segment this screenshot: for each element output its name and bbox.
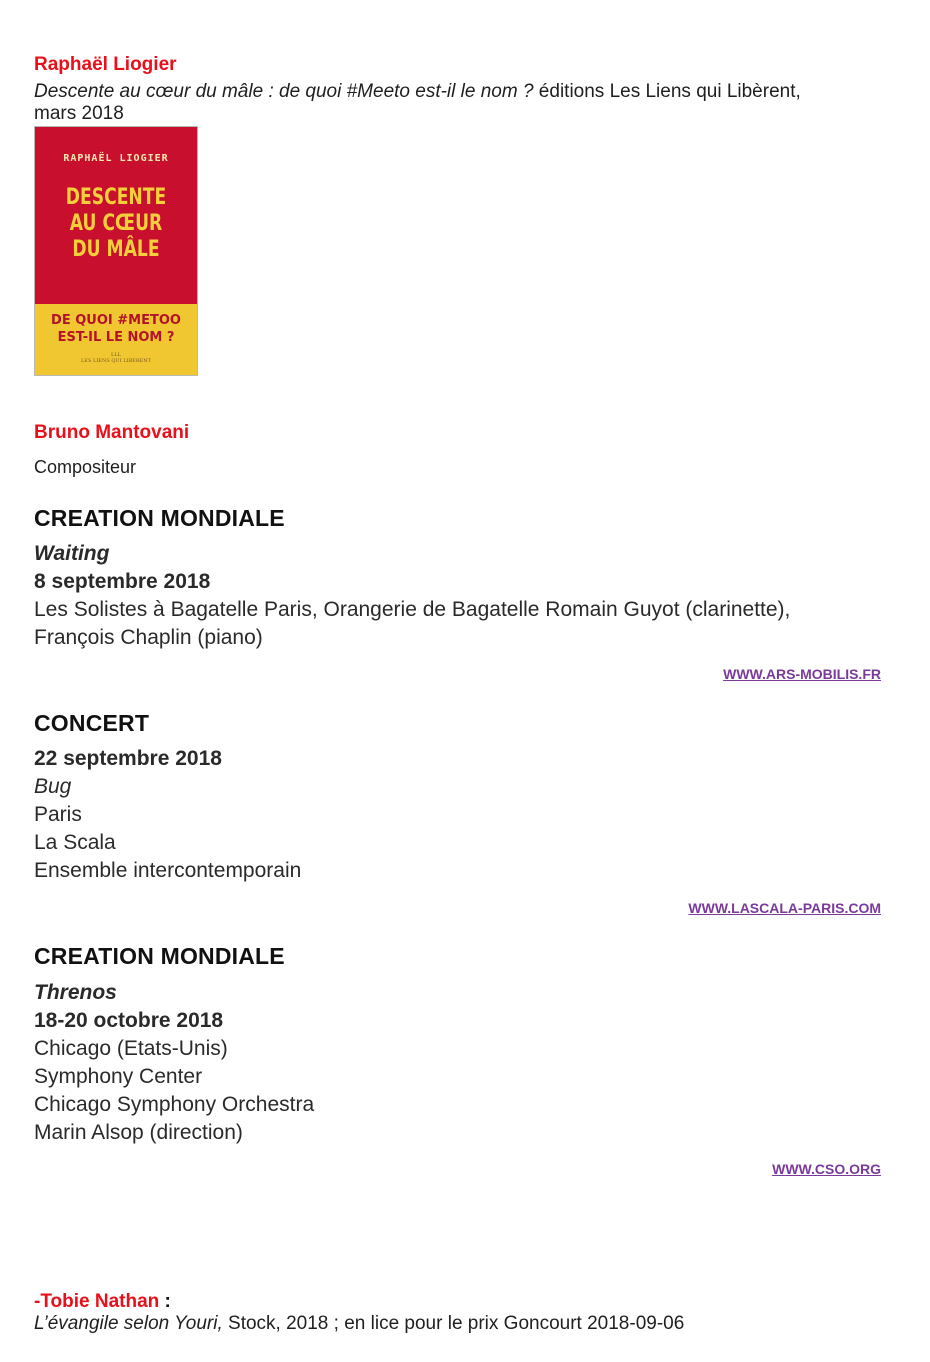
work-title: Waiting	[34, 542, 110, 565]
event-detail: La Scala	[34, 831, 116, 854]
event-detail: Marin Alsop (direction)	[34, 1121, 243, 1144]
cover-subtitle	[35, 312, 197, 346]
author-name-nathan: -Tobie Nathan	[34, 1291, 160, 1312]
cover-band	[35, 304, 197, 376]
book-publisher: éditions Les Liens qui Libèrent,	[533, 81, 801, 102]
section-heading: CREATION MONDIALE	[34, 505, 285, 531]
book-date: mars 2018	[34, 103, 124, 124]
link-cso[interactable]: WWW.CSO.ORG	[772, 1161, 881, 1177]
book-cover-image	[34, 126, 198, 376]
event-detail: Paris	[34, 803, 82, 826]
work-title: Threnos	[34, 981, 117, 1004]
cover-publisher-logo: LLL	[111, 352, 121, 358]
section-heading: CONCERT	[34, 710, 150, 736]
author-name-liogier: Raphaël Liogier	[34, 54, 177, 75]
author-name-mantovani: Bruno Mantovani	[34, 422, 190, 443]
cover-author: RAPHAËL LIOGIER	[63, 153, 169, 164]
name-colon: :	[159, 1291, 171, 1312]
book-reference-nathan	[34, 1313, 684, 1335]
cover-title-line: AU CŒUR	[69, 211, 163, 236]
event-date: 22 septembre 2018	[34, 747, 222, 770]
event-detail: Chicago Symphony Orchestra	[34, 1093, 315, 1116]
cover-subtitle-line: EST-IL LE NOM ?	[57, 330, 175, 345]
cover-title	[53, 185, 179, 263]
event-detail: Les Solistes à Bagatelle Paris, Orangerie de Bagatelle Romain Guyot (clarinette),	[34, 598, 791, 621]
event-detail: Symphony Center	[34, 1065, 203, 1088]
event-date: 18-20 octobre 2018	[34, 1009, 224, 1032]
book-details-nathan: Stock, 2018 ; en lice pour le prix Goncourt 2018-09-06	[222, 1313, 685, 1334]
cover-title-line: DESCENTE	[65, 185, 167, 210]
event-detail: Ensemble intercontemporain	[34, 859, 302, 882]
cover-publisher	[35, 352, 197, 364]
event-detail: Chicago (Etats-Unis)	[34, 1037, 228, 1060]
cover-title-line: DU MÂLE	[72, 237, 160, 262]
role-label: Compositeur	[34, 457, 137, 477]
link-lascala-paris[interactable]: WWW.LASCALA-PARIS.COM	[688, 900, 881, 916]
event-date: 8 septembre 2018	[34, 570, 211, 593]
section-heading: CREATION MONDIALE	[34, 943, 285, 969]
book-title: Descente au cœur du mâle : de quoi #Meeto est-il le nom ?	[34, 81, 534, 102]
cover-subtitle-line: DE QUOI #METOO	[51, 313, 181, 328]
author-line-nathan	[34, 1291, 171, 1313]
event-detail: François Chaplin (piano)	[34, 626, 263, 649]
cover-publisher-name: LES LIENS QUI LIBÈRENT	[81, 358, 151, 364]
work-title: Bug	[34, 775, 72, 798]
link-ars-mobilis[interactable]: WWW.ARS-MOBILIS.FR	[723, 666, 881, 682]
book-reference	[34, 81, 904, 103]
book-title-nathan: L’évangile selon Youri,	[34, 1313, 223, 1334]
